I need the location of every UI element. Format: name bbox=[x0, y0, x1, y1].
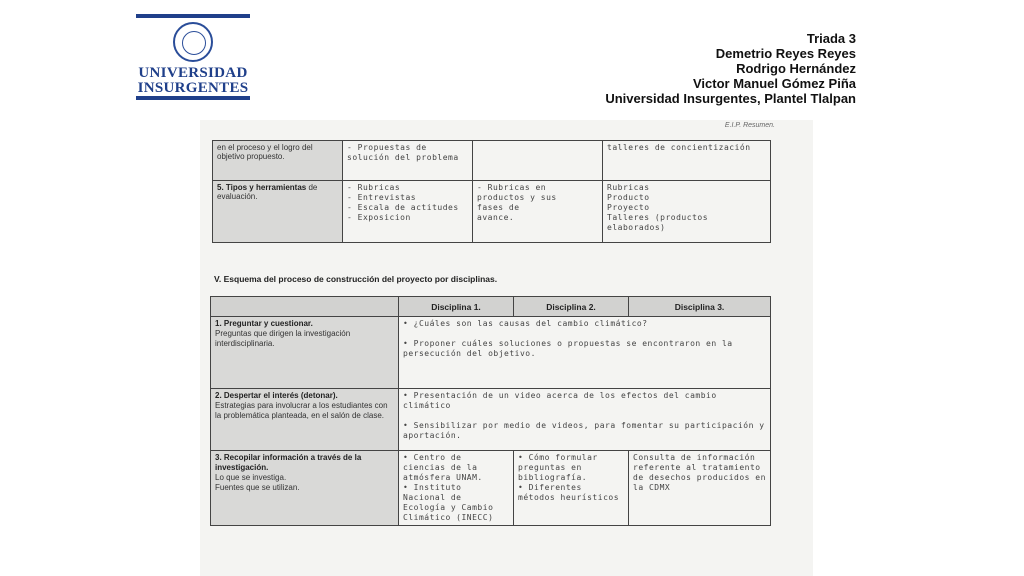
header-line-author-2: Rodrigo Hernández bbox=[736, 61, 856, 76]
cell-handwriting: talleres de concientización bbox=[603, 141, 771, 181]
row-label-rest: de evaluación. bbox=[217, 183, 318, 201]
table-row bbox=[213, 141, 771, 181]
cell-handwriting: Rubricas Producto Proyecto Talleres (productos elaborados) bbox=[603, 181, 771, 243]
university-logo bbox=[136, 14, 250, 100]
cell-handwriting: • Cómo formular preguntas en bibliografía. • Diferentes métodos heurísticos bbox=[514, 451, 629, 526]
row-label-rest: Estrategias para involucrar a los estudiantes con la problemática planteada, en el salón de clase. bbox=[215, 401, 388, 420]
cell-handwriting: - Rubricas en productos y sus fases de avance. bbox=[473, 181, 603, 243]
row-label-rest: Preguntas que dirigen la investigación interdisciplinaria. bbox=[215, 329, 351, 348]
cell-handwriting: • Centro de ciencias de la atmósfera UNAM. • Instituto Nacional de Ecología y Cambio Climático (INECC) bbox=[399, 451, 514, 526]
university-seal-icon bbox=[173, 22, 213, 62]
scanned-document bbox=[200, 120, 813, 576]
header-line-author-3: Victor Manuel Gómez Piña bbox=[692, 76, 856, 91]
cell-handwriting: • Presentación de un video acerca de los efectos del cambio climático • Sensibilizar por medio de videos, para fomentar su participación y aportación. bbox=[399, 389, 771, 451]
row-label bbox=[211, 317, 399, 389]
row-label bbox=[211, 451, 399, 526]
cell-handwriting: • ¿Cuáles son las causas del cambio climático? • Proponer cuáles soluciones o propuestas se encontraron en la persecución del objetivo. bbox=[399, 317, 771, 389]
cell-handwriting: - Rubricas - Entrevistas - Escala de actitudes - Exposicion bbox=[343, 181, 473, 243]
row-label: en el proceso y el logro del objetivo propuesto. bbox=[213, 141, 343, 181]
column-header-discipline-1: Disciplina 1. bbox=[399, 297, 514, 317]
row-label-bold: 1. Preguntar y cuestionar. bbox=[215, 319, 313, 328]
row-label-bold: 3. Recopilar información a través de la investigación. bbox=[215, 453, 362, 472]
logo-line-1: UNIVERSIDAD bbox=[138, 65, 248, 81]
row-label-bold: 2. Despertar el interés (detonar). bbox=[215, 391, 338, 400]
header-line-institution: Universidad Insurgentes, Plantel Tlalpan bbox=[605, 91, 856, 106]
row-label bbox=[213, 181, 343, 243]
evaluation-table bbox=[212, 140, 771, 243]
cell-handwriting: - Propuestas de solución del problema bbox=[343, 141, 473, 181]
column-header-discipline-2: Disciplina 2. bbox=[514, 297, 629, 317]
row-label bbox=[211, 389, 399, 451]
table-row bbox=[211, 451, 771, 526]
header-authors bbox=[605, 31, 856, 106]
cell-handwriting bbox=[473, 141, 603, 181]
header-line-author-1: Demetrio Reyes Reyes bbox=[715, 46, 856, 61]
logo-line-2: INSURGENTES bbox=[137, 80, 249, 96]
column-header-discipline-3: Disciplina 3. bbox=[629, 297, 771, 317]
logo-bottom-bar bbox=[136, 96, 250, 100]
row-label-rest: Lo que se investiga. Fuentes que se utilizan. bbox=[215, 473, 300, 492]
table-row bbox=[211, 389, 771, 451]
column-header-blank bbox=[211, 297, 399, 317]
table-row bbox=[211, 317, 771, 389]
section-v-title: V. Esquema del proceso de construcción del proyecto por disciplinas. bbox=[214, 274, 498, 284]
row-label-bold: 5. Tipos y herramientas bbox=[217, 183, 307, 192]
logo-top-bar bbox=[136, 14, 250, 18]
header-line-team: Triada 3 bbox=[806, 31, 856, 46]
table-row bbox=[213, 181, 771, 243]
disciplines-table bbox=[210, 296, 771, 526]
cell-handwriting: Consulta de información referente al tratamiento de desechos producidos en la CDMX bbox=[629, 451, 771, 526]
table-header-row bbox=[211, 297, 771, 317]
corner-note: E.I.P. Resumen. bbox=[724, 122, 775, 129]
